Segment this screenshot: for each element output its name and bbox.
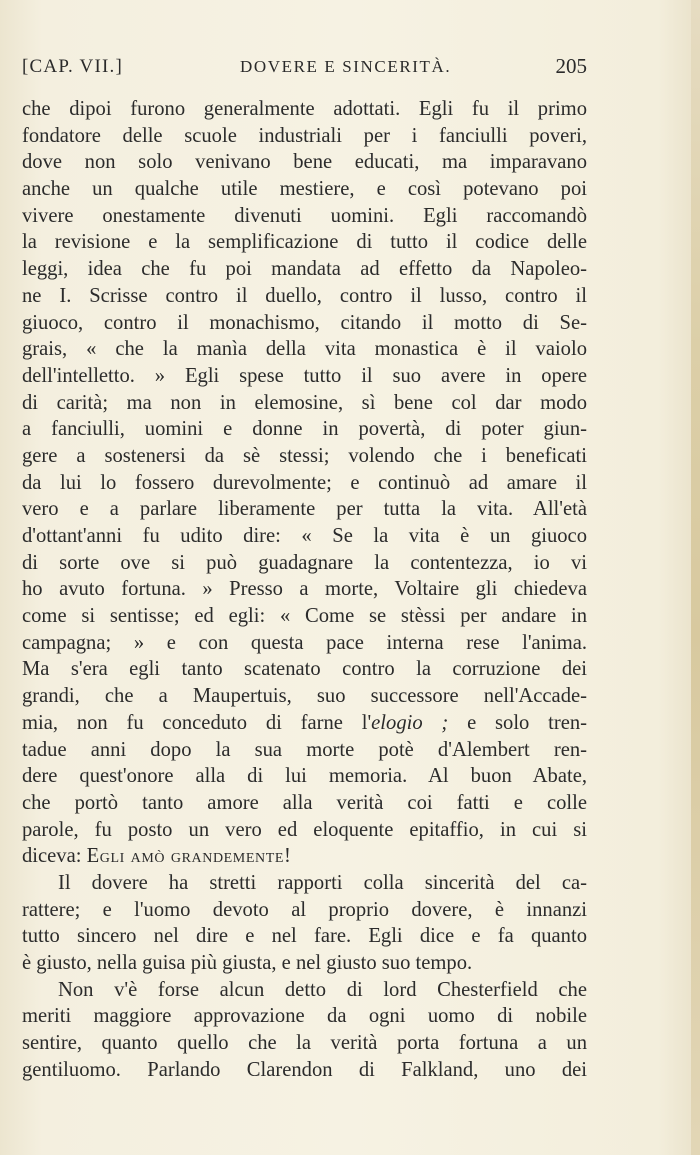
line-text: e solo tren- <box>448 711 587 734</box>
text-line: di sorte ove si può guadagnare la contentezza, io vi <box>22 551 587 574</box>
text-line: tutto sincero nel dire e nel fare. Egli dice e fa quanto <box>22 925 587 948</box>
italic-word: elogio ; <box>371 711 449 734</box>
text-line: di carità; ma non in elemosine, sì bene col dar modo <box>22 391 587 414</box>
page-number: 205 <box>555 54 587 78</box>
text-line: vivere onestamente divenuti uomini. Egli raccomandò <box>22 204 587 227</box>
line-text: diceva: <box>22 845 87 868</box>
body-text <box>22 96 587 1083</box>
text-line: la revisione e la semplificazione di tutto il codice delle <box>22 231 587 254</box>
page-edge <box>691 0 700 1155</box>
text-line: dell'intelletto. » Egli spese tutto il suo avere in opere <box>22 364 587 387</box>
text-line: parole, fu posto un vero ed eloquente epitaffio, in cui si <box>22 818 587 841</box>
text-line: anche un qualche utile mestiere, e così potevano poi <box>22 178 587 201</box>
text-line: vero e a parlare liberamente per tutta la vita. All'età <box>22 498 587 521</box>
chapter-label: [CAP. VII.] <box>22 56 123 77</box>
text-line-epitaph <box>22 843 587 870</box>
text-line: Non v'è forse alcun detto di lord Chesterfield che <box>58 978 587 1001</box>
text-line: rattere; e l'uomo devoto al proprio dovere, è innanzi <box>22 898 587 921</box>
text-line: gentiluomo. Parlando Clarendon di Falkland, uno dei <box>22 1058 587 1081</box>
text-line: grandi, che a Maupertuis, suo successore nell'Accade- <box>22 685 587 708</box>
text-line: leggi, idea che fu poi mandata ad effetto da Napoleo- <box>22 258 587 281</box>
text-line-with-italic <box>22 710 587 737</box>
text-line: che dipoi furono generalmente adottati. Egli fu il primo <box>22 98 587 120</box>
text-line: come si sentisse; ed egli: « Come se stèssi per andare in <box>22 605 587 628</box>
text-line: dere quest'onore alla di lui memoria. Al buon Abate, <box>22 765 587 788</box>
text-line: da lui lo fossero durevolmente; e continuò ad amare il <box>22 471 587 494</box>
text-line: sentire, quanto quello che la verità porta fortuna a un <box>22 1032 587 1055</box>
text-line: gere a sostenersi da sè stessi; volendo che i beneficati <box>22 444 587 467</box>
text-line: d'ottant'anni fu udito dire: « Se la vita è un giuoco <box>22 525 587 547</box>
text-line: Ma s'era egli tanto scatenato contro la corruzione dei <box>22 658 587 681</box>
text-line: a fanciulli, uomini e donne in povertà, di poter giun- <box>22 418 587 441</box>
line-text: mia, non fu conceduto di farne l' <box>22 711 372 734</box>
text-line: grais, « che la manìa della vita monastica è il vaiolo <box>22 338 587 361</box>
text-line: tadue anni dopo la sua morte potè d'Alembert ren- <box>22 738 587 761</box>
text-line: meriti maggiore approvazione da ogni uomo di nobile <box>22 1005 587 1028</box>
text-line: ne I. Scrisse contro il duello, contro il lusso, contro il <box>22 284 587 307</box>
text-line: dove non solo venivano bene educati, ma imparavano <box>22 151 587 174</box>
text-line: ho avuto fortuna. » Presso a morte, Voltaire gli chiedeva <box>22 578 587 601</box>
text-line: che portò tanto amore alla verità coi fatti e colle <box>22 791 587 814</box>
running-header <box>22 54 587 84</box>
text-line: Il dovere ha stretti rapporti colla sincerità del ca- <box>58 871 587 894</box>
running-title: DOVERE E SINCERITÀ. <box>240 57 452 76</box>
text-line: fondatore delle scuole industriali per i fanciulli poveri, <box>22 124 587 147</box>
epitaph-smallcaps: Egli amò grandemente! <box>86 845 292 868</box>
text-line: giuoco, contro il monachismo, citando il motto di Se- <box>22 311 587 334</box>
text-line: è giusto, nella guisa più giusta, e nel giusto suo tempo. <box>22 952 473 974</box>
text-line: campagna; » e con questa pace interna rese l'anima. <box>22 631 587 654</box>
